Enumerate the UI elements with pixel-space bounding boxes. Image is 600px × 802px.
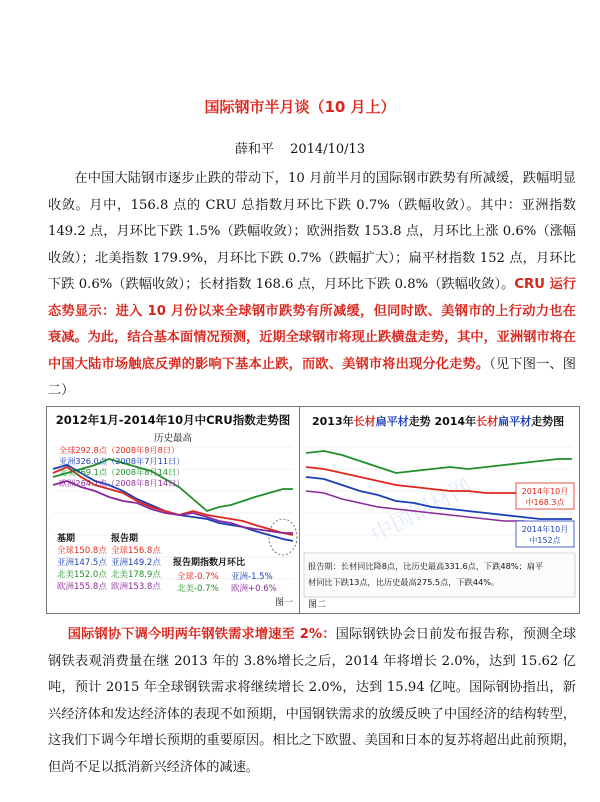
paragraph-cru-summary [48, 166, 576, 405]
fig1-mom-item-0: 全球-0.7% [177, 572, 219, 582]
fig1-mom-item-2: 北美-0.7% [177, 584, 219, 594]
fig1-base-item-2: 北美152.0点 [57, 570, 107, 580]
fig2-box-blue-line2: 中152点 [529, 536, 561, 545]
fig1-report-item-2: 北美178.9点 [111, 570, 161, 580]
para2-highlight: 国际钢协下调今明两年钢铁需求增速至 2%： [67, 627, 336, 642]
fig1-hist-item-3: 欧洲264.1点（2008年8月14日） [59, 478, 185, 488]
fig1-title: 2012年1月-2014年10月中CRU指数走势图 [55, 413, 291, 427]
fig1-report-item-1: 亚洲149.2点 [111, 558, 161, 568]
fig2-note-line2: 材同比下跌13点，比历史最高275.5点，下跌44%。 [308, 577, 500, 587]
fig2-note-line1: 报告期：长材同比降8点，比历史最高331.6点，下跌48%；扁平 [308, 561, 544, 571]
fig2-box-blue-line1: 2014年10月 [521, 525, 569, 534]
fig1-mom-header: 报告期指数月环比 [173, 558, 246, 568]
fig2-box-red-line2: 中168.3点 [525, 498, 565, 507]
fig2-title: 2013年长材扁平材走势 2014年长材扁平材走势图 [312, 415, 565, 428]
para1-normal-text: 在中国大陆钢市逐步止跌的带动下，10 月前半月的国际钢市跌势有所减缓，跌幅明显收敛。月中，156.8 点的 CRU 总指数月环比下跌 0.7%（跌幅收敛）。其中：亚洲指数 149.2 点，月环比下跌 1.5%（跌幅收敛）；欧洲指数 153.8 点，月环比上涨 0.6%（涨幅收敛）；北美指数 179.9%，月环比下跌 0.7%（跌幅扩大）；扁平材指数 152 点，月环比下跌 0.6%（跌幅收敛）；长材指数 168.6 点，月环比下跌 0.8%（跌幅收敛）。 [48, 171, 576, 292]
fig2-label: 图二 [308, 600, 327, 610]
fig1-base-item-3: 欧洲155.8点 [57, 582, 107, 592]
fig1-report-header: 报告期 [111, 534, 139, 544]
fig1-mom-item-1: 亚洲-1.5% [231, 572, 273, 582]
fig1-hist-item-2: 北美269.1点（2008年8月14日） [59, 467, 185, 477]
figure-1-cru-index-chart [46, 406, 300, 614]
byline [0, 138, 600, 157]
fig1-label: 图一 [275, 598, 294, 608]
fig1-base-item-0: 全球150.8点 [57, 546, 107, 556]
fig2-watermark: 中国钢材网 [367, 474, 477, 549]
figure-1-svg [47, 407, 299, 613]
date: 2014/10/13 [290, 142, 366, 157]
fig1-hist-header: 历史最高 [153, 433, 193, 444]
para1-highlight: CRU 运行态势显示：进入 10 月份以来全球钢市跌势有所减缓，但同时欧、美钢市的上行动力也在衰减。为此，结合基本面情况预测，近期全球钢市将现止跌横盘走势，其中，亚洲钢市将在中国大陆市场触底反弹的影响下基本止跌，而欧、美钢市将出现分化走势。 [48, 277, 577, 372]
para2-normal-text: 国际钢铁协会日前发布报告称，预测全球钢铁表观消费量在继 2013 年的 3.8%增长之后，2014 年将增长 2.0%，达到 15.62 亿吨，预计 2015 年全球钢铁需求将继续增长 2.0%，达到 15.94 亿吨。国际钢协指出，新兴经济体和发达经济体的表现不如预期，中国钢铁需求的放缓反映了中国经济的结构转型，这我们下调今年增长预期的重要原因。相比之下欧盟、美国和日本的复苏将超出此前预期，但尚不足以抵消新兴经济体的减速。 [48, 627, 577, 775]
para1-tail: （见下图一、图二） [48, 356, 576, 398]
fig1-hist-item-0: 全球292.8点（2008年8月8日） [59, 445, 180, 455]
fig1-hist-item-1: 亚洲326.0点（2008年7月11日） [59, 456, 185, 466]
figure-2-svg [300, 407, 579, 613]
fig1-base-header: 基期 [57, 534, 76, 544]
fig1-mom-item-3: 欧洲+0.6% [231, 584, 277, 594]
author: 薛和平 [234, 142, 274, 157]
fig1-base-item-1: 亚洲147.5点 [57, 558, 107, 568]
fig1-report-item-0: 全球156.8点 [111, 546, 161, 556]
paragraph-worldsteel [48, 622, 576, 781]
figure-2-long-flat-chart [299, 406, 580, 614]
fig1-report-item-3: 欧洲153.8点 [111, 582, 161, 592]
fig2-box-red-line1: 2014年10月 [521, 487, 569, 496]
doc-title: 国际钢市半月谈（10 月上） [204, 98, 396, 116]
